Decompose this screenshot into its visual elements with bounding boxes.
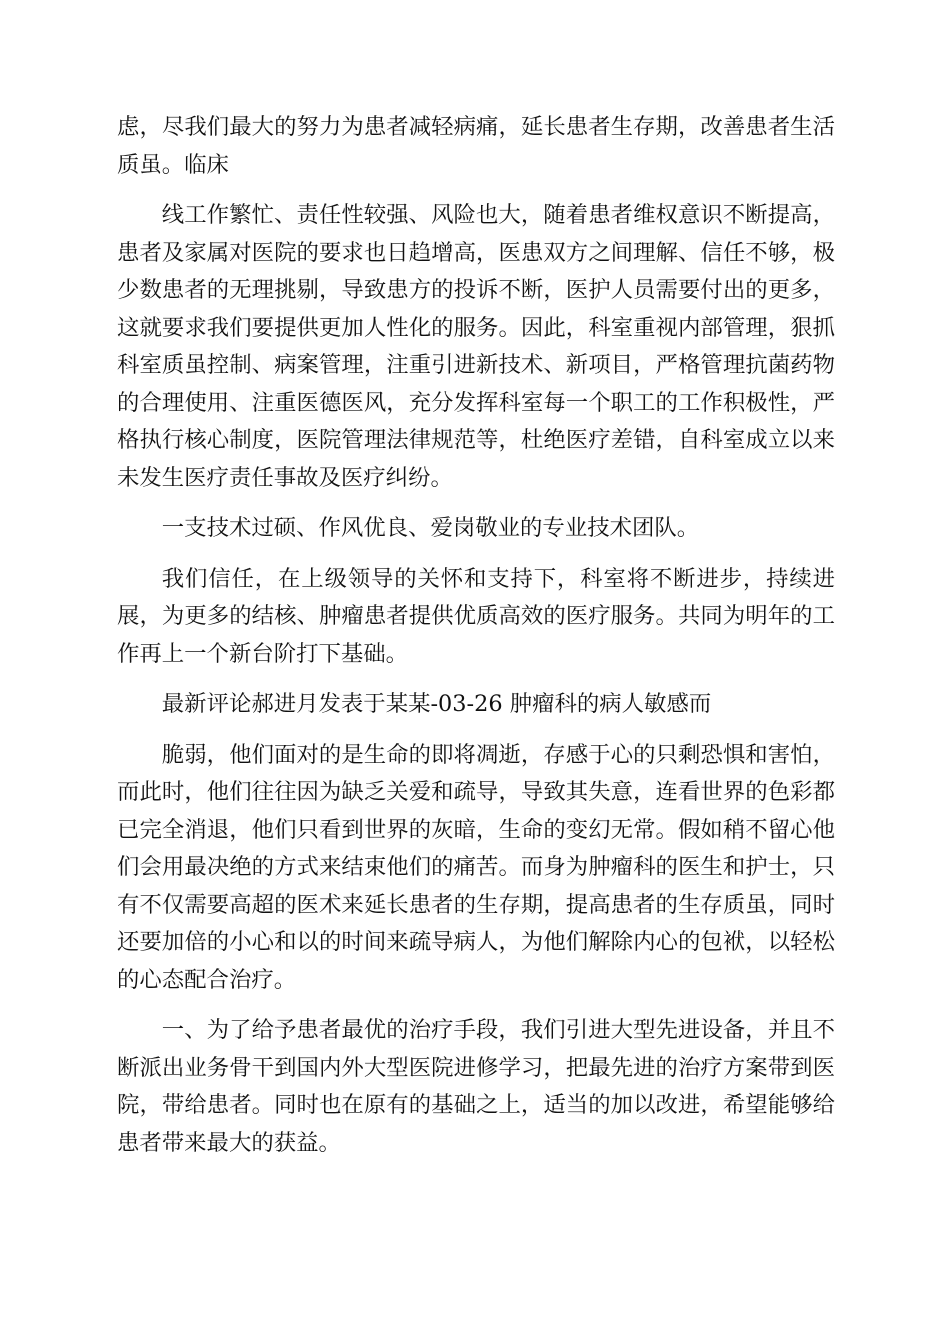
paragraph-2: 线工作繁忙、责任性较强、风险也大，随着患者维权意识不断提高，患者及家属对医院的要求也日趋增高，医患双方之间理解、信任不够，极少数患者的无理挑剔，导致患方的投诉不断，医护人员需要付出的更多，这就要求我们要提供更加人性化的服务。因此，科室重视内部管理，狠抓科室质虽控制、病案管理，注重引进新技术、新项目，严格管理抗菌药物的合理使用、注重医德医风，充分发挥科室每一个职工的工作积极性，严格执行核心制度，医院管理法律规范等，杜绝医疗差错，自科室成立以来未发生医疗责任事故及医疗纠纷。 [117, 202, 835, 491]
paragraph-1: 虑，尽我们最大的努力为患者减轻病痛，延长患者生存期，改善患者生活质虽。临床 [117, 114, 835, 178]
document-body [117, 109, 835, 1175]
paragraph-7: 一、为了给予患者最优的治疗手段，我们引进大型先进设备，并且不断派出业务骨干到国内外大型医院进修学习，把最先进的治疗方案带到医院，带给患者。同时也在原有的基础之上，适当的加以改进，希望能够给患者带来最大的获益。 [117, 1017, 835, 1156]
paragraph-6: 脆弱，他们面对的是生命的即将凋逝，存感于心的只剩恐惧和害怕，而此时，他们往往因为缺乏关爱和疏导，导致其失意，连看世界的色彩都已完全消退，他们只看到世界的灰暗，生命的变幻无常。假如稍不留心他们会用最决绝的方式来结束他们的痛苦。而身为肿瘤科的医生和护士，只有不仅需要高超的医术来延长患者的生存期，提高患者的生存质虽，同时还要加倍的小心和以的时间来疏导病人，为他们解除内心的包袱，以轻松的心态配合治疗。 [117, 741, 835, 993]
paragraph-5: 最新评论郝进月发表于某某-03-26 肿瘤科的病人敏感而 [161, 691, 712, 717]
paragraph-4: 我们信任，在上级领导的关怀和支持下，科室将不断进步，持续进展，为更多的结核、肿瘤患者提供优质高效的医疗服务。共同为明年的工作再上一个新台阶打下基础。 [117, 565, 835, 667]
paragraph-3: 一支技术过硕、作风优良、爱岗敬业的专业技术团队。 [161, 515, 700, 541]
